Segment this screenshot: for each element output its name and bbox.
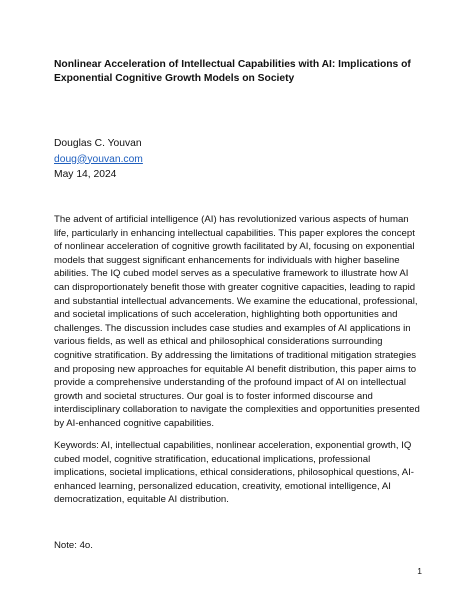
keywords-paragraph: Keywords: AI, intellectual capabilities, nonlinear acceleration, exponential growth, IQ cubed model, cognitive stratification, educational implications, professional implications, societal implications, ethical considerations, philosophical questions, AI-enhanced learning, personalized education, creativity, emotional intelligence, AI democratization, equitable AI distribution. (54, 440, 414, 506)
publication-date: May 14, 2024 (54, 169, 117, 180)
author-name: Douglas C. Youvan (54, 138, 142, 149)
page-number: 1 (417, 566, 422, 576)
note-text: Note: 4o. (54, 540, 93, 551)
author-block (54, 136, 143, 183)
paper-title: Nonlinear Acceleration of Intellectual Capabilities with AI: Implications of Exponential Cognitive Growth Models on Society (54, 59, 411, 84)
abstract-paragraph: The advent of artificial intelligence (AI) has revolutionized various aspects of human life, particularly in enhancing intellectual capabilities. This paper explores the concept of nonlinear acceleration of cognitive growth facilitated by AI, focusing on exponential models that suggest significant enhancements for individuals with higher baseline abilities. The IQ cubed model serves as a speculative framework to illustrate how AI can disproportionately benefit those with greater cognitive capacities, leading to rapid and substantial intellectual advancements. We examine the educational, professional, and societal implications of such acceleration, highlighting both opportunities and challenges. The discussion includes case studies and examples of AI applications in various fields, as well as ethical and philosophical considerations surrounding cognitive stratification. By addressing the limitations of traditional mitigation strategies and proposing new approaches for equitable AI benefit distribution, this paper aims to provide a comprehensive understanding of the profound impact of AI on intellectual growth and societal structures. Our goal is to foster informed discourse and interdisciplinary collaboration to navigate the complexities and opportunities presented by AI-enhanced cognitive capabilities. (54, 214, 420, 429)
author-email-link[interactable]: doug@youvan.com (54, 153, 143, 165)
